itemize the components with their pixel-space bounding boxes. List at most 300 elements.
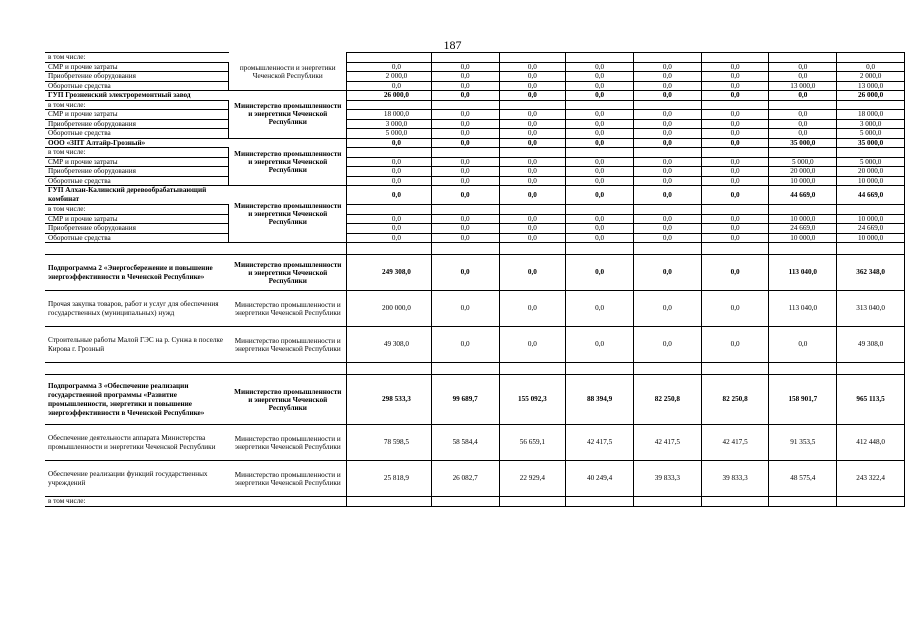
row-label — [46, 243, 229, 255]
executor-cell: Министерство промышленности и энергетики Чеченской Республики — [229, 255, 347, 291]
value-cell — [701, 363, 769, 375]
value-cell: 10 000,0 — [769, 176, 837, 186]
value-cell: 0,0 — [431, 110, 499, 120]
value-cell: 965 113,5 — [837, 375, 905, 425]
gap-cell — [347, 375, 362, 425]
value-cell: 0,0 — [431, 186, 499, 205]
gap-cell — [347, 110, 362, 120]
value-cell — [499, 53, 566, 63]
gap-cell — [347, 255, 362, 291]
value-cell — [837, 148, 905, 158]
value-cell: 0,0 — [701, 62, 769, 72]
value-cell — [837, 243, 905, 255]
value-cell: 13 000,0 — [769, 81, 837, 91]
value-cell: 0,0 — [431, 167, 499, 177]
value-cell: 0,0 — [633, 176, 701, 186]
value-cell — [362, 205, 432, 215]
value-cell: 0,0 — [633, 138, 701, 148]
value-cell — [769, 497, 837, 507]
value-cell: 0,0 — [566, 129, 634, 139]
value-cell: 0,0 — [566, 291, 634, 327]
table-row — [46, 291, 905, 327]
value-cell: 0,0 — [701, 214, 769, 224]
row-label: СМР и прочие затраты — [46, 214, 229, 224]
value-cell — [431, 243, 499, 255]
value-cell — [362, 53, 432, 63]
row-label: ГУП Грозненский электроремонтный завод — [46, 91, 229, 101]
value-cell: 0,0 — [701, 138, 769, 148]
row-label: Прочая закупка товаров, работ и услуг для обеспечения государственных (муниципальных) нужд — [46, 291, 229, 327]
gap-cell — [347, 72, 362, 82]
value-cell: 10 000,0 — [769, 214, 837, 224]
value-cell: 0,0 — [362, 62, 432, 72]
value-cell — [701, 243, 769, 255]
value-cell: 113 040,0 — [769, 291, 837, 327]
value-cell: 0,0 — [431, 291, 499, 327]
value-cell: 2 000,0 — [362, 72, 432, 82]
value-cell: 0,0 — [633, 119, 701, 129]
value-cell: 0,0 — [633, 157, 701, 167]
value-cell: 0,0 — [566, 327, 634, 363]
gap-cell — [347, 148, 362, 158]
value-cell: 0,0 — [566, 214, 634, 224]
table-row — [46, 138, 905, 148]
value-cell: 0,0 — [499, 138, 566, 148]
row-label: СМР и прочие затраты — [46, 157, 229, 167]
value-cell: 0,0 — [499, 224, 566, 234]
value-cell: 0,0 — [701, 327, 769, 363]
value-cell: 0,0 — [701, 186, 769, 205]
value-cell: 5 000,0 — [837, 157, 905, 167]
row-label: ГУП Алхан-Калинский деревообрабатывающий комбинат — [46, 186, 229, 205]
value-cell: 0,0 — [701, 72, 769, 82]
value-cell: 0,0 — [701, 110, 769, 120]
value-cell — [362, 100, 432, 110]
value-cell: 22 929,4 — [499, 461, 566, 497]
gap-cell — [347, 62, 362, 72]
value-cell: 78 598,5 — [362, 425, 432, 461]
value-cell — [769, 100, 837, 110]
value-cell: 200 000,0 — [362, 291, 432, 327]
value-cell: 0,0 — [431, 72, 499, 82]
value-cell: 0,0 — [431, 255, 499, 291]
value-cell: 0,0 — [566, 119, 634, 129]
value-cell: 88 394,9 — [566, 375, 634, 425]
value-cell: 0,0 — [633, 72, 701, 82]
executor-cell: Министерство промышленности и энергетики Чеченской Республики — [229, 186, 347, 243]
value-cell: 0,0 — [499, 110, 566, 120]
value-cell: 0,0 — [566, 167, 634, 177]
gap-cell — [347, 327, 362, 363]
gap-cell — [347, 243, 362, 255]
value-cell: 3 000,0 — [837, 119, 905, 129]
value-cell: 0,0 — [633, 81, 701, 91]
value-cell: 5 000,0 — [362, 129, 432, 139]
table-row — [46, 167, 905, 177]
table-row — [46, 224, 905, 234]
value-cell: 0,0 — [431, 157, 499, 167]
value-cell: 0,0 — [499, 72, 566, 82]
row-label: Приобретение оборудования — [46, 72, 229, 82]
value-cell — [769, 53, 837, 63]
gap-cell — [347, 138, 362, 148]
value-cell — [431, 497, 499, 507]
value-cell: 82 250,8 — [633, 375, 701, 425]
row-label: Оборотные средства — [46, 233, 229, 243]
value-cell: 0,0 — [701, 129, 769, 139]
value-cell — [499, 497, 566, 507]
row-label: в том числе: — [46, 205, 229, 215]
table-row — [46, 205, 905, 215]
value-cell: 0,0 — [362, 167, 432, 177]
value-cell — [499, 243, 566, 255]
value-cell: 26 000,0 — [837, 91, 905, 101]
value-cell: 0,0 — [499, 167, 566, 177]
row-label: СМР и прочие затраты — [46, 62, 229, 72]
value-cell: 0,0 — [701, 176, 769, 186]
gap-cell — [347, 233, 362, 243]
row-label: Строительные работы Малой ГЭС на р. Сунжа в поселке Кирова г. Грозный — [46, 327, 229, 363]
value-cell: 0,0 — [566, 72, 634, 82]
value-cell — [633, 53, 701, 63]
value-cell: 0,0 — [769, 72, 837, 82]
value-cell — [837, 53, 905, 63]
spacer-row — [46, 363, 905, 375]
row-label: в том числе: — [46, 100, 229, 110]
table-row — [46, 186, 905, 205]
value-cell: 56 659,1 — [499, 425, 566, 461]
value-cell: 18 000,0 — [362, 110, 432, 120]
value-cell: 0,0 — [499, 327, 566, 363]
row-label: в том числе: — [46, 148, 229, 158]
executor-cell: Министерство промышленности и энергетики Чеченской Республики — [229, 327, 347, 363]
page-number: 187 — [443, 38, 462, 52]
value-cell — [633, 205, 701, 215]
value-cell: 40 249,4 — [566, 461, 634, 497]
spacer-row — [46, 243, 905, 255]
value-cell: 0,0 — [362, 233, 432, 243]
executor-cell: Министерство промышленности и энергетики Чеченской Республики — [229, 291, 347, 327]
value-cell: 0,0 — [499, 91, 566, 101]
row-label: СМР и прочие затраты — [46, 110, 229, 120]
row-label: Оборотные средства — [46, 81, 229, 91]
value-cell: 0,0 — [566, 233, 634, 243]
table-row — [46, 157, 905, 167]
value-cell: 0,0 — [431, 214, 499, 224]
value-cell: 0,0 — [499, 291, 566, 327]
value-cell: 42 417,5 — [566, 425, 634, 461]
value-cell: 0,0 — [769, 62, 837, 72]
value-cell: 0,0 — [566, 157, 634, 167]
value-cell — [566, 363, 634, 375]
value-cell: 113 040,0 — [769, 255, 837, 291]
executor-cell — [229, 363, 347, 375]
value-cell: 25 818,9 — [362, 461, 432, 497]
value-cell — [431, 205, 499, 215]
value-cell: 0,0 — [701, 167, 769, 177]
value-cell: 2 000,0 — [837, 72, 905, 82]
value-cell: 44 669,0 — [837, 186, 905, 205]
value-cell: 0,0 — [499, 119, 566, 129]
value-cell: 0,0 — [362, 186, 432, 205]
value-cell: 158 901,7 — [769, 375, 837, 425]
gap-cell — [347, 157, 362, 167]
value-cell: 82 250,8 — [701, 375, 769, 425]
value-cell: 0,0 — [431, 138, 499, 148]
table-row — [46, 148, 905, 158]
table-row — [46, 425, 905, 461]
value-cell — [701, 148, 769, 158]
table-row — [46, 214, 905, 224]
value-cell — [566, 497, 634, 507]
value-cell — [837, 363, 905, 375]
gap-cell — [347, 497, 362, 507]
executor-cell: Министерство промышленности и энергетики Чеченской Республики — [229, 375, 347, 425]
value-cell: 0,0 — [566, 62, 634, 72]
value-cell: 0,0 — [499, 129, 566, 139]
value-cell: 35 000,0 — [837, 138, 905, 148]
value-cell: 0,0 — [633, 233, 701, 243]
value-cell: 0,0 — [362, 176, 432, 186]
row-label: Приобретение оборудования — [46, 224, 229, 234]
value-cell: 313 040,0 — [837, 291, 905, 327]
value-cell: 0,0 — [566, 255, 634, 291]
value-cell — [769, 243, 837, 255]
value-cell: 0,0 — [633, 224, 701, 234]
executor-cell: Министерство промышленности и энергетики Чеченской Республики — [229, 91, 347, 139]
value-cell — [633, 243, 701, 255]
value-cell: 42 417,5 — [633, 425, 701, 461]
value-cell: 0,0 — [633, 62, 701, 72]
value-cell: 13 000,0 — [837, 81, 905, 91]
value-cell: 91 353,5 — [769, 425, 837, 461]
value-cell: 20 000,0 — [837, 167, 905, 177]
value-cell: 0,0 — [499, 176, 566, 186]
value-cell: 0,0 — [499, 186, 566, 205]
table-row — [46, 176, 905, 186]
value-cell: 35 000,0 — [769, 138, 837, 148]
value-cell — [566, 100, 634, 110]
value-cell — [769, 205, 837, 215]
row-label: Оборотные средства — [46, 129, 229, 139]
value-cell: 249 308,0 — [362, 255, 432, 291]
value-cell — [362, 243, 432, 255]
gap-cell — [347, 176, 362, 186]
row-label: Приобретение оборудования — [46, 119, 229, 129]
value-cell: 42 417,5 — [701, 425, 769, 461]
value-cell: 0,0 — [566, 110, 634, 120]
table-row — [46, 233, 905, 243]
executor-cell — [229, 243, 347, 255]
value-cell: 0,0 — [362, 157, 432, 167]
value-cell: 99 689,7 — [431, 375, 499, 425]
value-cell — [701, 53, 769, 63]
value-cell: 0,0 — [499, 233, 566, 243]
value-cell: 0,0 — [431, 176, 499, 186]
value-cell: 0,0 — [769, 110, 837, 120]
value-cell: 0,0 — [499, 157, 566, 167]
value-cell — [769, 148, 837, 158]
value-cell: 298 533,3 — [362, 375, 432, 425]
row-label: в том числе: — [46, 497, 229, 507]
value-cell: 5 000,0 — [769, 157, 837, 167]
table-row — [46, 375, 905, 425]
budget-table — [45, 52, 905, 507]
value-cell — [499, 148, 566, 158]
row-label: в том числе: — [46, 53, 229, 63]
row-label: Приобретение оборудования — [46, 167, 229, 177]
gap-cell — [347, 91, 362, 101]
gap-cell — [347, 53, 362, 63]
value-cell — [566, 53, 634, 63]
value-cell: 0,0 — [701, 291, 769, 327]
gap-cell — [347, 425, 362, 461]
value-cell: 0,0 — [431, 233, 499, 243]
value-cell: 0,0 — [701, 91, 769, 101]
value-cell: 0,0 — [499, 255, 566, 291]
value-cell — [837, 205, 905, 215]
value-cell: 0,0 — [701, 255, 769, 291]
value-cell — [701, 497, 769, 507]
row-label — [46, 363, 229, 375]
value-cell: 0,0 — [701, 157, 769, 167]
executor-cell: Министерство промышленности и энергетики Чеченской Республики — [229, 138, 347, 186]
value-cell — [431, 100, 499, 110]
value-cell: 0,0 — [362, 138, 432, 148]
gap-cell — [347, 186, 362, 205]
value-cell — [837, 100, 905, 110]
value-cell: 49 308,0 — [837, 327, 905, 363]
value-cell: 39 833,3 — [701, 461, 769, 497]
value-cell — [431, 363, 499, 375]
table-row — [46, 81, 905, 91]
row-label: Подпрограмма 3 «Обеспечение реализации государственной программы «Развитие промышленности, энергетики и повышение энергоэффективности в Чеченской Республике» — [46, 375, 229, 425]
table-row — [46, 255, 905, 291]
value-cell: 0,0 — [633, 167, 701, 177]
value-cell: 0,0 — [633, 186, 701, 205]
value-cell: 0,0 — [431, 119, 499, 129]
value-cell: 0,0 — [701, 119, 769, 129]
value-cell — [362, 497, 432, 507]
value-cell: 0,0 — [769, 327, 837, 363]
value-cell: 0,0 — [499, 62, 566, 72]
table-row — [46, 62, 905, 72]
gap-cell — [347, 291, 362, 327]
value-cell: 0,0 — [431, 327, 499, 363]
value-cell: 0,0 — [566, 91, 634, 101]
value-cell: 0,0 — [566, 186, 634, 205]
value-cell: 0,0 — [362, 81, 432, 91]
value-cell: 0,0 — [431, 62, 499, 72]
value-cell — [566, 205, 634, 215]
value-cell: 3 000,0 — [362, 119, 432, 129]
value-cell: 0,0 — [566, 176, 634, 186]
value-cell: 44 669,0 — [769, 186, 837, 205]
value-cell: 26 082,7 — [431, 461, 499, 497]
value-cell: 0,0 — [566, 81, 634, 91]
value-cell: 0,0 — [566, 138, 634, 148]
gap-cell — [347, 205, 362, 215]
value-cell: 0,0 — [769, 119, 837, 129]
value-cell: 0,0 — [633, 255, 701, 291]
executor-cell: промышленности и энергетики Чеченской Республики — [229, 53, 347, 91]
value-cell — [499, 363, 566, 375]
gap-cell — [347, 363, 362, 375]
gap-cell — [347, 100, 362, 110]
gap-cell — [347, 129, 362, 139]
table-row — [46, 119, 905, 129]
value-cell: 26 000,0 — [362, 91, 432, 101]
value-cell: 58 584,4 — [431, 425, 499, 461]
value-cell: 0,0 — [431, 81, 499, 91]
value-cell: 0,0 — [499, 214, 566, 224]
table-row — [46, 461, 905, 497]
value-cell: 0,0 — [431, 129, 499, 139]
value-cell: 0,0 — [769, 129, 837, 139]
value-cell: 0,0 — [701, 233, 769, 243]
value-cell: 10 000,0 — [837, 233, 905, 243]
value-cell — [431, 148, 499, 158]
table-row — [46, 129, 905, 139]
value-cell — [769, 363, 837, 375]
row-label: Оборотные средства — [46, 176, 229, 186]
gap-cell — [347, 119, 362, 129]
value-cell: 0,0 — [769, 91, 837, 101]
value-cell — [362, 363, 432, 375]
value-cell: 0,0 — [566, 224, 634, 234]
value-cell — [362, 148, 432, 158]
value-cell: 24 669,0 — [837, 224, 905, 234]
value-cell: 0,0 — [362, 224, 432, 234]
value-cell — [499, 205, 566, 215]
value-cell: 20 000,0 — [769, 167, 837, 177]
value-cell — [837, 497, 905, 507]
gap-cell — [347, 224, 362, 234]
value-cell: 0,0 — [633, 110, 701, 120]
executor-cell: Министерство промышленности и энергетики Чеченской Республики — [229, 425, 347, 461]
table-row — [46, 497, 905, 507]
value-cell: 0,0 — [837, 62, 905, 72]
row-label: Обеспечение реализации функций государственных учреждений — [46, 461, 229, 497]
value-cell: 24 669,0 — [769, 224, 837, 234]
value-cell: 10 000,0 — [769, 233, 837, 243]
row-label: Обеспечение деятельности аппарата Министерства промышленности и энергетики Чеченской Республики — [46, 425, 229, 461]
value-cell: 155 092,3 — [499, 375, 566, 425]
value-cell — [633, 363, 701, 375]
value-cell — [633, 497, 701, 507]
value-cell — [701, 205, 769, 215]
value-cell: 0,0 — [633, 327, 701, 363]
value-cell: 0,0 — [431, 91, 499, 101]
value-cell: 10 000,0 — [837, 214, 905, 224]
value-cell: 0,0 — [633, 129, 701, 139]
value-cell: 0,0 — [431, 224, 499, 234]
value-cell: 0,0 — [701, 81, 769, 91]
row-label: ООО «ЗПТ Алтайр-Грозный» — [46, 138, 229, 148]
table-row — [46, 327, 905, 363]
table-row — [46, 110, 905, 120]
value-cell: 39 833,3 — [633, 461, 701, 497]
value-cell — [633, 100, 701, 110]
value-cell: 0,0 — [633, 214, 701, 224]
value-cell — [431, 53, 499, 63]
value-cell: 5 000,0 — [837, 129, 905, 139]
gap-cell — [347, 214, 362, 224]
table-row — [46, 53, 905, 63]
value-cell — [566, 148, 634, 158]
value-cell: 243 322,4 — [837, 461, 905, 497]
value-cell: 18 000,0 — [837, 110, 905, 120]
